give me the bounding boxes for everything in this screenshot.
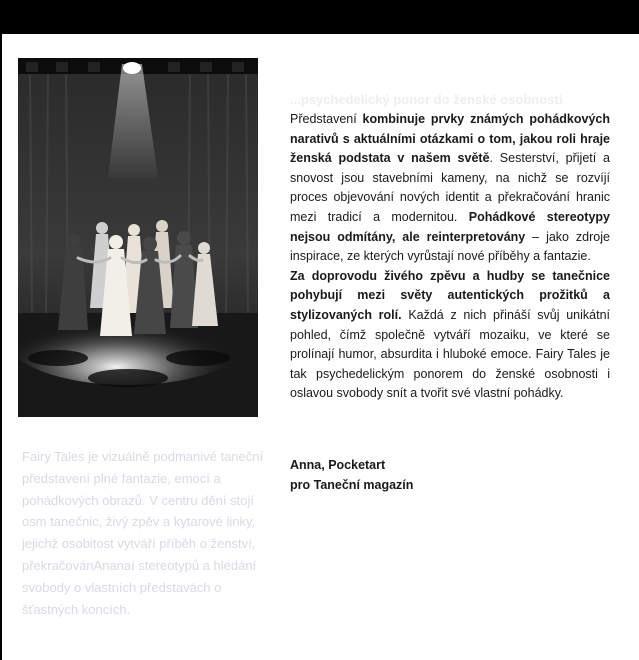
subtitle: ...psychedelický ponor do ženské osobnosti: [290, 92, 563, 107]
author-name: Anna, Pocketart: [290, 458, 386, 472]
article-text-bold-segment: Pohádkové stereotypy nejsou odmítány, ale reinterpretovány: [290, 209, 610, 244]
left-edge-border: [0, 34, 2, 660]
article-text-bold-segment: Za doprovodu živého zpěvu a hudby se tanečnice pohybují mezi světy autentických prožitků a stylizovaných rolí.: [290, 268, 610, 322]
top-bar: [0, 0, 639, 34]
article-text: [290, 110, 610, 404]
article-text-bold-segment: kombinuje prvky známých pohádkových narativů s aktuálními otázkami o tom, jakou roli hraje ženská podstata v našem světě: [290, 112, 610, 166]
dance-performance-photo: [18, 58, 258, 417]
article-text-segment: – jako zdroje inspirace, ze kterých vyrůstají nové příběhy a fantazie.: [290, 229, 610, 264]
caption-text: Fairy Tales je vizuálně podmanivé taneční představení plné fantazie, emocí a pohádkových obrazů. V centru dění stojí osm tanečnic, živý zpěv a kytarové linky, jejichž osobitost vytváří příběh o ženství, překračovánAnanaí stereotypů a hledání svobody o vlastních představách o šťastných koncích.: [22, 449, 264, 617]
article-text-segment: Představení: [290, 112, 363, 126]
publication-name: pro Taneční magazín: [290, 477, 414, 492]
author-signature: [290, 456, 590, 495]
article-text-segment: . Sesterství, přijetí a snovost jsou stavebními kameny, na nichž se rozvíjí proces objevování nových identit a překračování hranic mezi tradicí a modernitou.: [290, 151, 610, 224]
article-text-segment: Každá z nich přináší svůj unikátní pohled, čímž společně vytváří mozaiku, ve které se prolínají humor, absurdita i hluboké emoce. Fairy Tales je tak psychedelickým ponorem do ženské osobnosti i oslavou svobody snít a tvořit své vlastní pohádky.: [290, 307, 610, 401]
